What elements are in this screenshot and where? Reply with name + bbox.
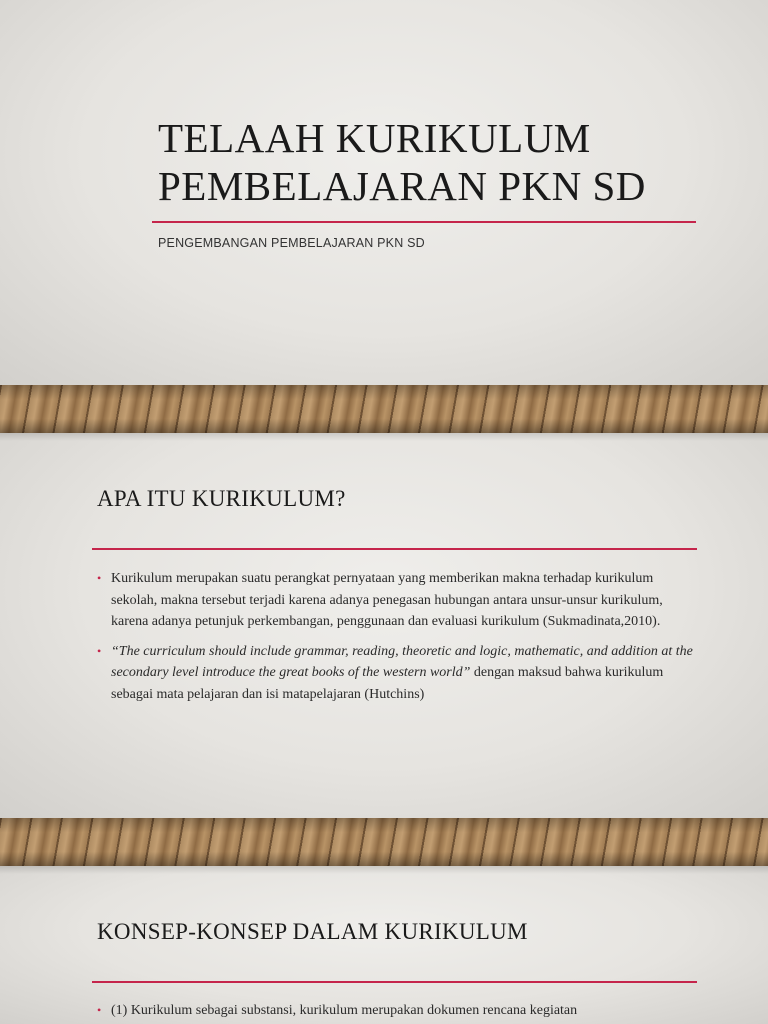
slide-2-heading: APA ITU KURIKULUM?: [97, 486, 346, 511]
slide-1-title-line-1: TELAAH KURIKULUM: [158, 115, 591, 161]
slide-3: [0, 866, 768, 1024]
slide-3-heading: KONSEP-KONSEP DALAM KURIKULUM: [97, 919, 528, 944]
slide-2: [0, 433, 768, 818]
slide-1-accent-rule: [152, 221, 696, 223]
slide-1: [0, 0, 768, 385]
slide-2-bullet-2-quote: “The curriculum should include grammar, reading, theoretic and logic, mathematic, and addition at the secondary level introduce the great books of the western world”: [111, 643, 693, 680]
slide-2-accent-rule: [92, 548, 697, 550]
wood-floor-1: [0, 385, 768, 433]
slide-1-title-line-2: PEMBELAJARAN PKN SD: [158, 163, 646, 209]
slide-3-bullet-1-text: (1) Kurikulum sebagai substansi, kurikulum merupakan dokumen rencana kegiatan: [111, 1003, 578, 1018]
list-item: [97, 568, 697, 633]
list-item: [97, 1000, 697, 1022]
wood-floor-2: [0, 818, 768, 866]
slide-2-bullet-1-text: Kurikulum merupakan suatu perangkat pernyataan yang memberikan makna terhadap kurikulum sekolah, makna tersebut terjadi karena adanya penegasan hubungan antara unsur-unsur kurikulum, karena adanya petunjuk perkembangan, penggunaan dan evaluasi kurikulum (Sukmadinata,2010).: [111, 571, 663, 629]
slide-1-title: [158, 114, 646, 210]
slide-2-bullet-list: [97, 568, 697, 713]
slide-3-accent-rule: [92, 981, 697, 983]
bullet-icon: •: [97, 1003, 102, 1017]
slide-3-bullet-list: [97, 1000, 697, 1024]
slide-1-subtitle: PENGEMBANGAN PEMBELAJARAN PKN SD: [158, 236, 425, 250]
bullet-icon: •: [97, 643, 102, 658]
slide-2-bullet-2-text: dengan maksud bahwa kurikulum sebagai mata pelajaran dan isi matapelajaran (Hutchins): [111, 665, 664, 702]
list-item: [97, 641, 697, 706]
bullet-icon: •: [97, 571, 102, 585]
